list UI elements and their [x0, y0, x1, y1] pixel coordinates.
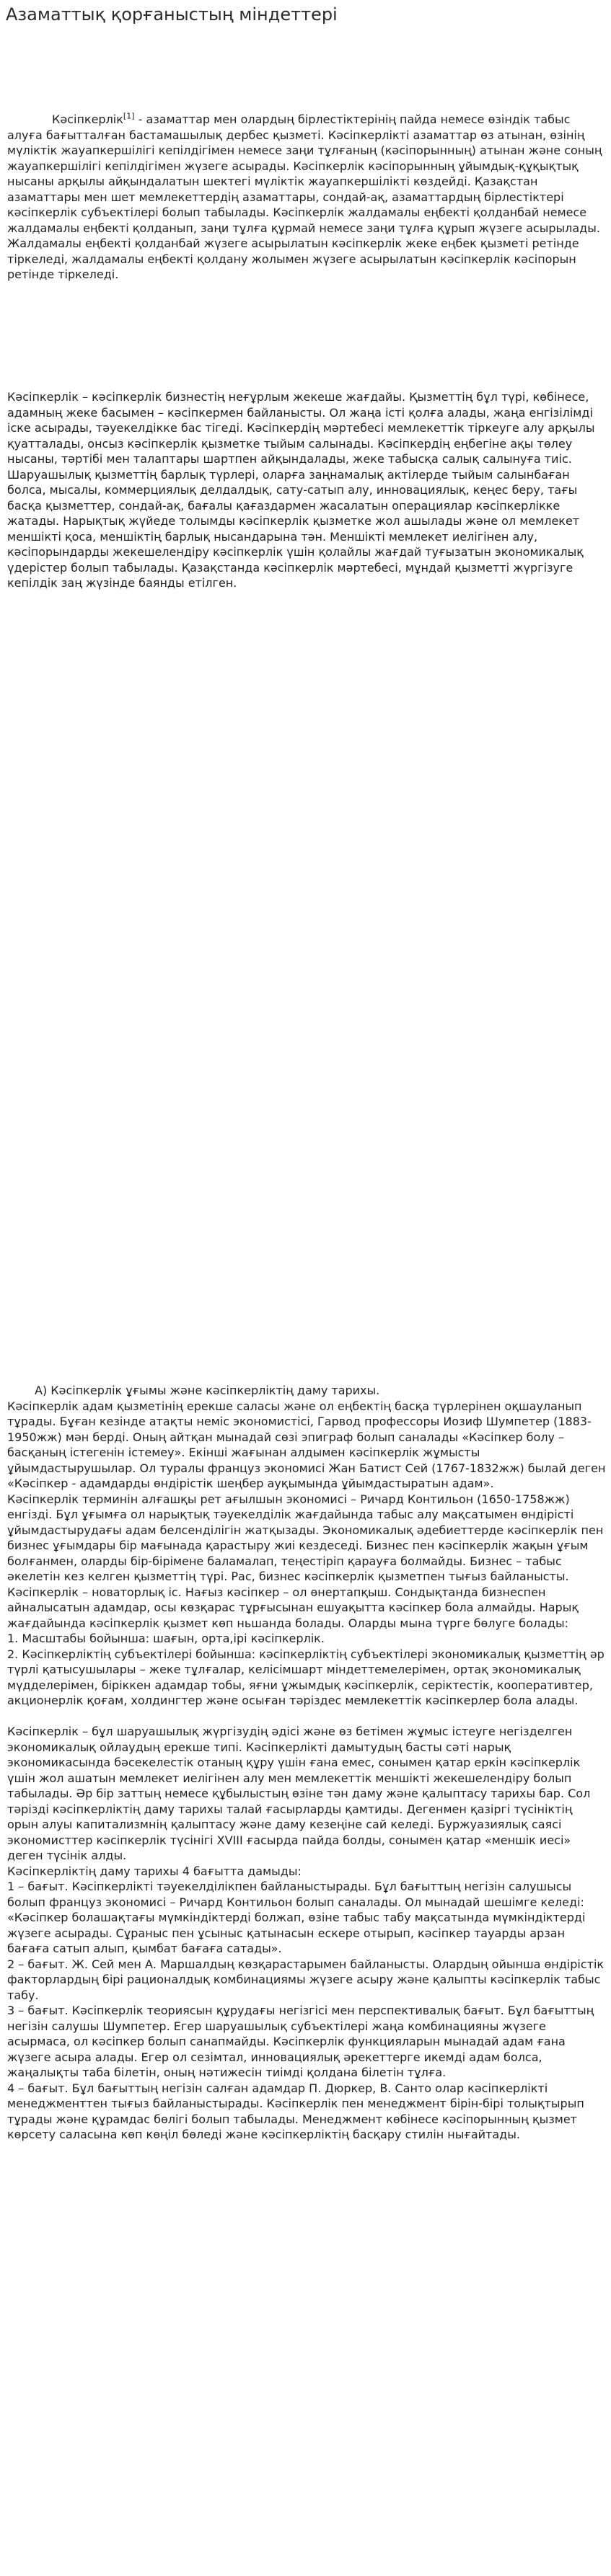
history-heading: А) Кәсіпкерлік ұғымы және кәсіпкерліктің даму тарихы. — [35, 1384, 380, 1397]
history-block — [7, 1383, 606, 2143]
footnote-link[interactable]: [1] — [123, 111, 135, 121]
intro-block — [7, 112, 606, 283]
paragraph-cantillon: Кәсіпкерлік терминін алғашқы рет ағылшын экономисі – Ричард Контильон (1650-1758жж) енгізді. Бұл ұғымға ол нарықтық тәуекелділік жағдайында табыс алу мақсатымен өндірісті ұйымдастырудағы адам белсенділігін жатқызады. Экономикалық әдебиеттерде кәсіпкерлік пен бизнес ұғымдары бір мағынада қарастыру жиі кездеседі. Бизнес пен кәсіпкерлік жақын ұғым болғанмен, оларды бір-біріменe баламалап, теңестіріп қарауға болмайды. Бизнес – табыс әкелетін кез келген қызметтің түрі. Рас, бизнес кәсіпкерлік қызметпен тығыз байланысты. Кәсіпкерлік – новаторлық іс. Нағыз кәсіпкер – ол өнертапқыш. Сондықтанда бизнеспен айналысатын адамдар, осы көзқарас тұрғысынан ешуақытта кәсіпкер бола алмайды. Нарық жағдайында кәсіпкерлік қызмет көп ньшанда болады. Оларды мына түрге бөлуге болады: — [7, 1492, 604, 1630]
page-title: Азаматтық қорғаныстың міндеттері — [6, 4, 338, 25]
direction-3: 3 – бағыт. Кәсіпкерлік теориясын құрудағы негізгісі мен перспективалық бағыт. Бұл бағыттың негізін салушы Шумпетер. Егер шаруашылық субъектілері жаңа комбинацияны жүзеге асырмаса, ол кәсіпкер болып санапмайды. Кәсіпкерлік функцияларын мынадай адам ғана жүзеге асыра алады. Егер ол сезімтал, инновациялық әрекеттерге икемді адам болса, жаңалықты таба білетін, оның нәтижесін тиімді қолдана білетін тұлға. — [7, 2004, 594, 2079]
direction-4: 4 – бағыт. Бұл бағыттың негізін салған адамдар П. Дюркер, В. Санто олар кәсіпкерлікті менеджменттен тығыз байланыстырады. Кәсіпкерлік пен менеджмент бірін-бірі толықтырып тұрады және құрамдас бөлігі болып табылады. Менеджмент көбінесе кәсіпорынның қызмет көрсету саласына көп көңіл бөледі және кәсіпкерліктің басқару стилін нығайтады. — [7, 2081, 584, 2141]
business-paragraph: Кәсіпкерлік – кәсіпкерлік бизнестің неғұрлым жекеше жағдайы. Қызметтің бұл түрі, көбінесе, адамның жеке басымен – кәсіпкермен байланысты. Ол жаңа істі қолға алады, жаңа енгізілімді іске асырады, тәуекелдікке бас тігеді. Кәсіпкердің мәртебесі мемлекеттік тіркеуге алу арқылы қуатталады, онсыз кәсіпкерлік қызметке тыйым салынады. Кәсіпкердің еңбегіне ақы төлеу нысаны, тәртібі мен талаптары шартпен айқындалады, жеке табысқа салық салынуға тиіс. Шаруашылық қызметтің барлық түрлері, оларға заңнамалық актілерде тыйым салынбаған болса, мысалы, коммерциялық делдалдық, сату-сатып алу, инновациялық, кеңес беру, тағы басқа қызметтер, сондай-ақ, бағалы қағаздармен жасалатын операциялар кәсіпкерлікке жатады. Нарықтық жүйеде толымды кәсіпкерлік қызметке жол ашылады және ол мемлекет меншікті қоса, меншіктің барлық нысандарына тән. Меншікті мемлекет иелігінен алу, кәсіпорындарды жекешелендіру кәсіпкерлік үшін қолайлы жағдай туғызатын экономикалық үдерістер болып табылады. Қазақстанда кәсіпкерлік мәртебесі, мұндай қызметті жүргізуге кепілдік заң жүзінде баянды етілген. — [7, 390, 595, 590]
direction-1: 1 – бағыт. Кәсіпкерлікті тәуекелділікпен байланыстырады. Бұл бағыттың негізін салушысы болып француз экономисі – Ричард Контильон болып саналады. Ол мынадай шешімге келеді: «Кәсіпкер болашақтағы мүмкіндіктерді болжап, өзіне табыс табу мақсатында мүмкіндіктерді жүзеге асырады. Сұраныс пен ұсыныс қатынасын ескере отырып, кәсіпкер тауарды арзан бағаға сатып алып, қымбат бағаға сатады». — [7, 1880, 586, 1955]
term-word: Кәсіпкерлік — [52, 112, 123, 126]
list-item-subjects: 2. Кәсіпкерліктің субъектілері бойынша: кәсіпкерліктің субъектілері экономикалық қызметтің әр түрлі қатысушылары – жеке тұлғалар, келісімшарт міндеттемелерімен, ортақ экономикалық мүдделерімен, біріккен адамдар тобы, яғни ұжымдық кәсіпкерлік, серіктестік, кооперативтер, акционерлік қоғам, холдингтер және осыған тәріздес мемлекеттік кәсіпкерлер бола алады. — [7, 1647, 605, 1707]
definition-text: - азаматтар мен олардың бірлестіктерінің пайда немесе өзіндік табыс алуға бағытталған бастамашылық дербес қызметі. Кәсіпкерлікті азаматтар өз атынан, өзінің мүліктік жауапкершілігі кепілдігімен немесе заңи тұлғаның (кәсіпорынның) атынан және соның жауапкершілігі кепілдігімен жүзеге асырады. Кәсіпкерлік кәсіпорынның ұйымдық-құқықтық нысаны арқылы айқындалатын шектегі мүліктік жауапкершілікті көздейді. Қазақстан азаматтары мен шет мемлекеттердің азаматтары, сондай-ақ, азаматтардың бірлестіктері кәсіпкерлік субъектілері болып табылады. Кәсіпкерлік жалдамалы еңбекті қолданбай немесе жалдамалы еңбекті қолданып, заңи тұлға құрмай немесе заңи тұлға құрып жүзеге асырылады. Жалдамалы еңбекті қолданбай жүзеге асырылатын кәсіпкерлік жеке еңбек қызметі ретінде тіркеледі, жалдамалы еңбекті қолдану жолымен жүзеге асырылатын кәсіпкерлік кәсіпорын ретінде тіркеледі. — [7, 112, 602, 281]
paragraph-schumpeter: Кәсіпкерлік адам қызметінің ерекше саласы және ол еңбектің басқа түрлерінен оқшауланып тұрады. Бұған кезінде атақты неміс экономистісі, Гарвод профессоры Иозиф Шумпетер (1883-1950жж) мән берді. Оның айтқан мынадай сөзі эпиграф болып саналады «Кәсіпкер болу – басқаның істегенін істемеу». Екінші жағынан алдымен кәсіпкерлік жұмысты ұйымдастырушылар. Ол туралы француз экономисі Жан Батист Сей (1767-1832жж) былай деген «Кәсіпкер - адамдарды өндірістік шеңбер ауқымында ұйымдастыратын адам». — [7, 1399, 606, 1490]
paragraph-method: Кәсіпкерлік – бұл шаруашылық жүргізудің әдісі және өз бетімен жұмыс істеуге негізделген экономикалық ойлаудың ерекше типі. Кәсіпкерлікті дамытудың басты сәті нарық экономикасында бәсекелестік отаның құру үшін ғана емес, сонымен қатар еркін кәсіпкерлік үшін жол ашатын мемлекет иелігінен алу мен мемлекеттік меншікті жекешелендіру болып табылады. Әр бір заттың немесе құбылыстың өзіне тән даму және қалыптасу тарихы бар. Сол тәрізді кәсіпкерліктің даму тарихы талай ғасырларды қамтиды. Дегенмен қазіргі түсініктің орын алуы капитализмнің қалыптасу және даму кезеңіне сай келеді. Буржуазиялық саясі экономисттер кәсіпкерлік түсінігі XVIII ғасырда пайда болды, сонымен қатар «меншік иесі» деген түсінік алды. — [7, 1725, 591, 1862]
paragraph-gap — [7, 1709, 606, 1725]
definition-paragraph — [7, 112, 606, 283]
business-block — [7, 389, 606, 591]
direction-2: 2 – бағыт. Ж. Сей мен А. Маршалдың көзқарастарымен байланысты. Олардың ойынша өндірістік факторлардың бірі рационалдық комбинациямы жүзеге асыру және қалыпты кәсіпкерлік табыс табу. — [7, 1957, 605, 2002]
list-item-scale: 1. Масштабы бойынша: шағын, орта,ірі кәсіпкерлік. — [7, 1632, 325, 1645]
directions-intro: Кәсіпкерліктің даму тарихы 4 бағытта дамыды: — [7, 1864, 302, 1878]
